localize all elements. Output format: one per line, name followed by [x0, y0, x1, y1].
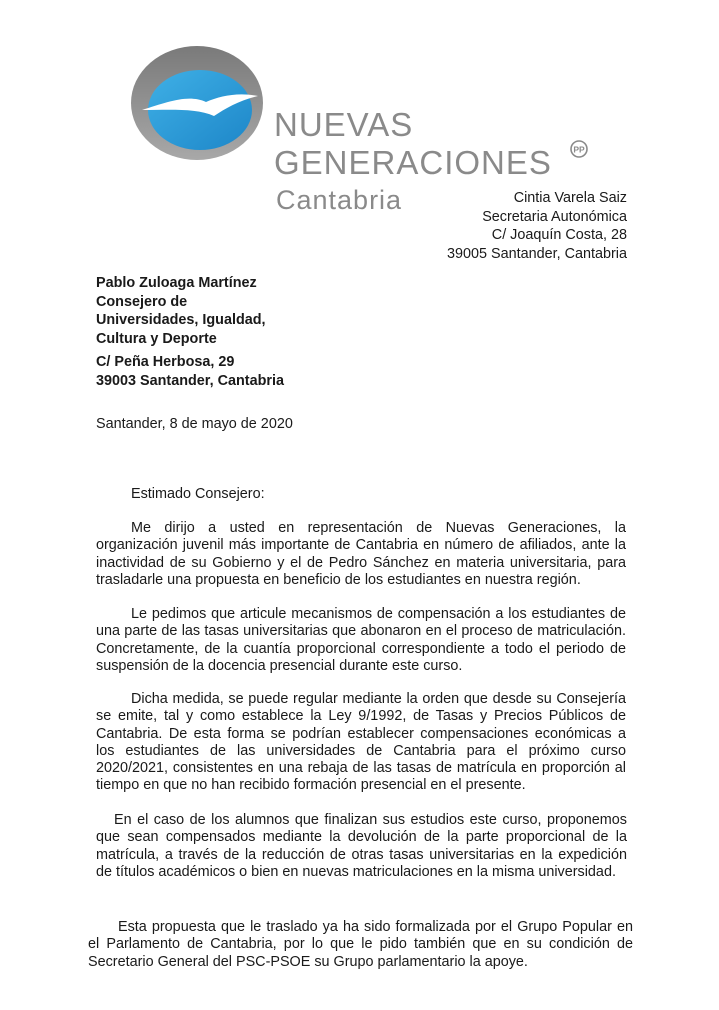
letter-greeting: Estimado Consejero:	[131, 486, 265, 502]
sender-title: Secretaria Autonómica	[482, 208, 627, 225]
body-paragraph-5: Esta propuesta que le traslado ya ha sido formalizada por el Grupo Popular en el Parlamento de Cantabria, por lo que le pido también que en su condición de Secretario General del PSC-PSOE su Grupo parlamentario la apoye.	[88, 919, 633, 970]
body-paragraph-3: Dicha medida, se puede regular mediante la orden que desde su Consejería se emite, tal y como establece la Ley 9/1992, de Tasas y Precios Públicos de Cantabria. De esta forma se podrían establecer compensaciones económicas a los estudiantes de las universidades de Cantabria para el próximo curso 2020/2021, consistentes en una rebaja de las tasas de matrícula en proporción al tiempo en que no han recibido formación presencial en el presente.	[96, 691, 626, 794]
sender-name: Cintia Varela Saiz	[513, 190, 627, 206]
recipient-role-line1: Consejero de	[96, 293, 188, 310]
logo-text-nuevas: NUEVAS	[274, 106, 414, 143]
svg-text:PP: PP	[573, 144, 585, 155]
sender-city: 39005 Santander, Cantabria	[446, 245, 627, 262]
recipient-street: C/ Peña Herbosa, 29	[96, 354, 235, 370]
sender-street: C/ Joaquín Costa, 28	[491, 227, 627, 243]
body-paragraph-4: En el caso de los alumnos que finalizan sus estudios este curso, proponemos que sean compensados mediante la devolución de la parte proporcional de la matrícula, a través de la reducción de otras tasas universitarias en la expedición de títulos académicos o bien en nuevas matriculaciones en la misma universidad.	[96, 812, 627, 880]
body-paragraph-2: Le pedimos que articule mecanismos de compensación a los estudiantes de una parte de las tasas universitarias que abonaron en el proceso de matriculación. Concretamente, de la cuantía proporcional correspondiente a todo el periodo de suspensión de la docencia presencial durante este curso.	[96, 606, 626, 674]
recipient-name: Pablo Zuloaga Martínez	[96, 275, 257, 291]
logo-emblem-icon	[130, 44, 264, 162]
sender-block	[447, 189, 627, 263]
logo-text-generaciones: GENERACIONES	[274, 144, 552, 181]
letter-date: Santander, 8 de mayo de 2020	[96, 416, 293, 432]
body-paragraph-1: Me dirijo a usted en representación de Nuevas Generaciones, la organización juvenil más importante de Cantabria en número de afiliados, ante la inactividad de su Gobierno y el de Pedro Sánchez en materia universitaria, para trasladarle una propuesta en beneficio de los estudiantes en nuestra región.	[96, 520, 626, 588]
recipient-role-line2: Universidades, Igualdad,	[96, 312, 266, 328]
pp-registered-mark-icon	[570, 140, 588, 158]
recipient-role-line3: Cultura y Deporte	[96, 330, 217, 347]
recipient-city: 39003 Santander, Cantabria	[96, 372, 284, 389]
recipient-block	[96, 274, 284, 390]
logo-text-cantabria: Cantabria	[276, 185, 403, 215]
